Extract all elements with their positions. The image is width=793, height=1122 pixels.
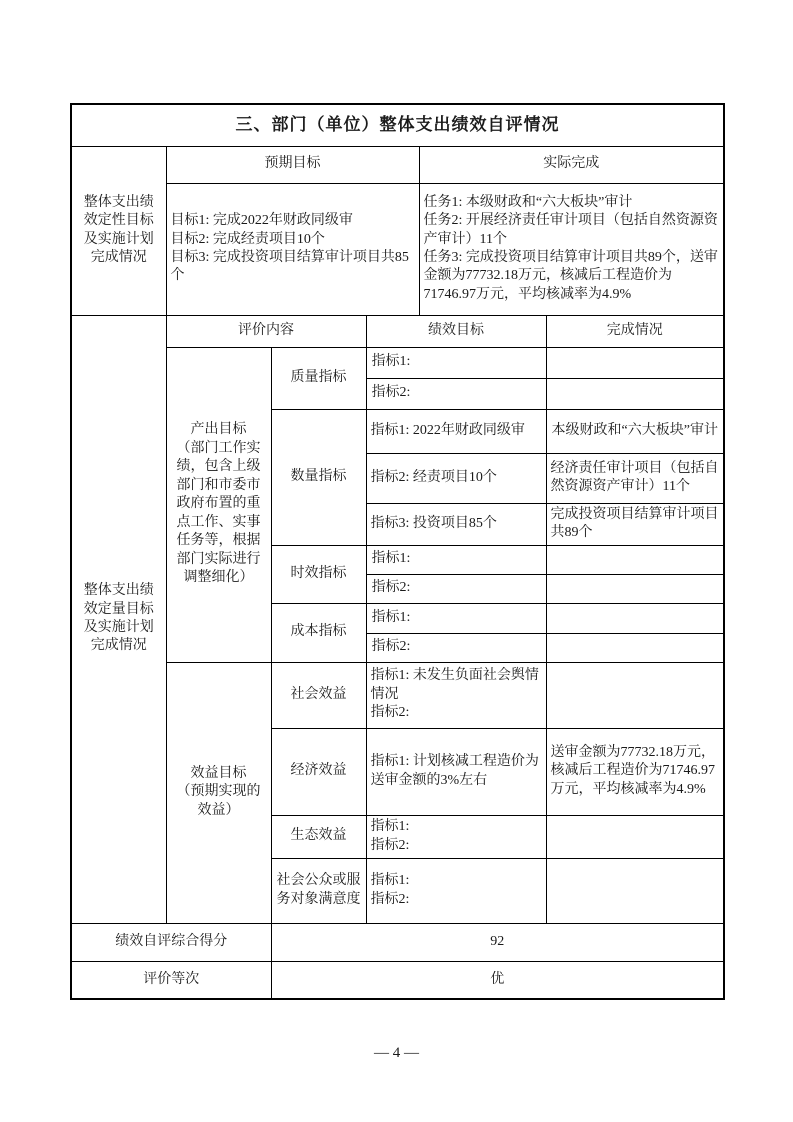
quality-indicator-2-status: [546, 378, 724, 409]
self-score-value: 92: [271, 923, 724, 961]
output-goal-title: 产出目标: [190, 422, 247, 438]
economic-benefit-target: 指标1: 计划核减工程造价为送审金额的3%左右: [366, 728, 546, 815]
ecological-benefit-status: [546, 815, 724, 858]
economic-benefit-label: 经济效益: [271, 728, 366, 815]
benefit-goal-note: （预期实现的效益）: [176, 784, 261, 818]
quality-indicator-2-target: 指标2:: [366, 378, 546, 409]
timeliness-indicator-1-target: 指标1:: [366, 545, 546, 574]
table-title: 三、部门（单位）整体支出绩效自评情况: [71, 104, 724, 146]
benefit-goal-title: 效益目标: [190, 765, 247, 781]
expected-goals-header: 预期目标: [166, 146, 419, 183]
task-line: 任务3: 完成投资项目结算审计项目共89个，送审金额为77732.18万元，核减后工程造价为71746.97万元，平均核减率为4.9%: [423, 250, 718, 302]
quantity-indicator-3-status: 完成投资项目结算审计项目共89个: [546, 503, 724, 545]
indicator-line: 指标1: 未发生负面社会舆情情况: [370, 668, 539, 702]
indicator-line: 指标2:: [370, 837, 410, 853]
quantity-indicator-2-target: 指标2: 经责项目10个: [366, 453, 546, 503]
actual-completion-header: 实际完成: [419, 146, 724, 183]
qualitative-section-label: 整体支出绩效定性目标及实施计划完成情况: [71, 146, 166, 315]
indicator-line: 指标1:: [370, 819, 410, 835]
grade-label: 评价等次: [71, 961, 271, 999]
cost-indicator-1-status: [546, 603, 724, 633]
page-number: — 4 —: [374, 1045, 419, 1061]
evaluation-content-header: 评价内容: [166, 315, 366, 347]
ecological-benefit-label: 生态效益: [271, 815, 366, 858]
quality-indicator-label: 质量指标: [271, 347, 366, 409]
indicator-line: 指标1:: [370, 873, 410, 889]
timeliness-indicator-label: 时效指标: [271, 545, 366, 603]
indicator-line: 指标2:: [370, 891, 410, 907]
quantity-indicator-label: 数量指标: [271, 409, 366, 545]
goal-line: 目标3: 完成投资项目结算审计项目共85个: [170, 250, 409, 284]
task-line: 任务2: 开展经济责任审计项目（包括自然资源资产审计）11个: [423, 213, 718, 247]
quantity-indicator-1-status: 本级财政和“六大板块”审计: [546, 409, 724, 453]
quantity-indicator-2-status: 经济责任审计项目（包括自然资源资产审计）11个: [546, 453, 724, 503]
quantitative-section-label: 整体支出绩效定量目标及实施计划完成情况: [71, 315, 166, 923]
grade-value: 优: [271, 961, 724, 999]
timeliness-indicator-2-status: [546, 574, 724, 603]
cost-indicator-label: 成本指标: [271, 603, 366, 662]
cost-indicator-2-status: [546, 633, 724, 662]
satisfaction-label: 社会公众或服务对象满意度: [271, 858, 366, 923]
quantity-indicator-1-target: 指标1: 2022年财政同级审: [366, 409, 546, 453]
economic-benefit-status: 送审金额为77732.18万元，核减后工程造价为71746.97万元，平均核减率为4.9%: [546, 728, 724, 815]
performance-self-evaluation-table: [70, 103, 725, 1000]
ecological-benefit-target: [366, 815, 546, 858]
self-score-label: 绩效自评综合得分: [71, 923, 271, 961]
quality-indicator-1-target: 指标1:: [366, 347, 546, 378]
social-benefit-target: [366, 662, 546, 728]
goal-line: 目标1: 完成2022年财政同级审: [170, 213, 353, 229]
indicator-line: 指标2:: [370, 705, 410, 721]
social-benefit-label: 社会效益: [271, 662, 366, 728]
satisfaction-target: [366, 858, 546, 923]
task-line: 任务1: 本级财政和“六大板块”审计: [423, 194, 633, 210]
performance-target-header: 绩效目标: [366, 315, 546, 347]
timeliness-indicator-2-target: 指标2:: [366, 574, 546, 603]
social-benefit-status: [546, 662, 724, 728]
quantity-indicator-3-target: 指标3: 投资项目85个: [366, 503, 546, 545]
cost-indicator-2-target: 指标2:: [366, 633, 546, 662]
completion-status-header: 完成情况: [546, 315, 724, 347]
output-goal-note: （部门工作实绩，包含上级部门和市委市政府布置的重点工作、实事任务等，根据部门实际进行调整细化）: [176, 440, 261, 586]
quality-indicator-1-status: [546, 347, 724, 378]
actual-completion-cell: [419, 183, 724, 315]
output-goal-label: [166, 347, 271, 662]
timeliness-indicator-1-status: [546, 545, 724, 574]
satisfaction-status: [546, 858, 724, 923]
goal-line: 目标2: 完成经责项目10个: [170, 231, 325, 247]
benefit-goal-label: [166, 662, 271, 923]
cost-indicator-1-target: 指标1:: [366, 603, 546, 633]
expected-goals-cell: [166, 183, 419, 315]
